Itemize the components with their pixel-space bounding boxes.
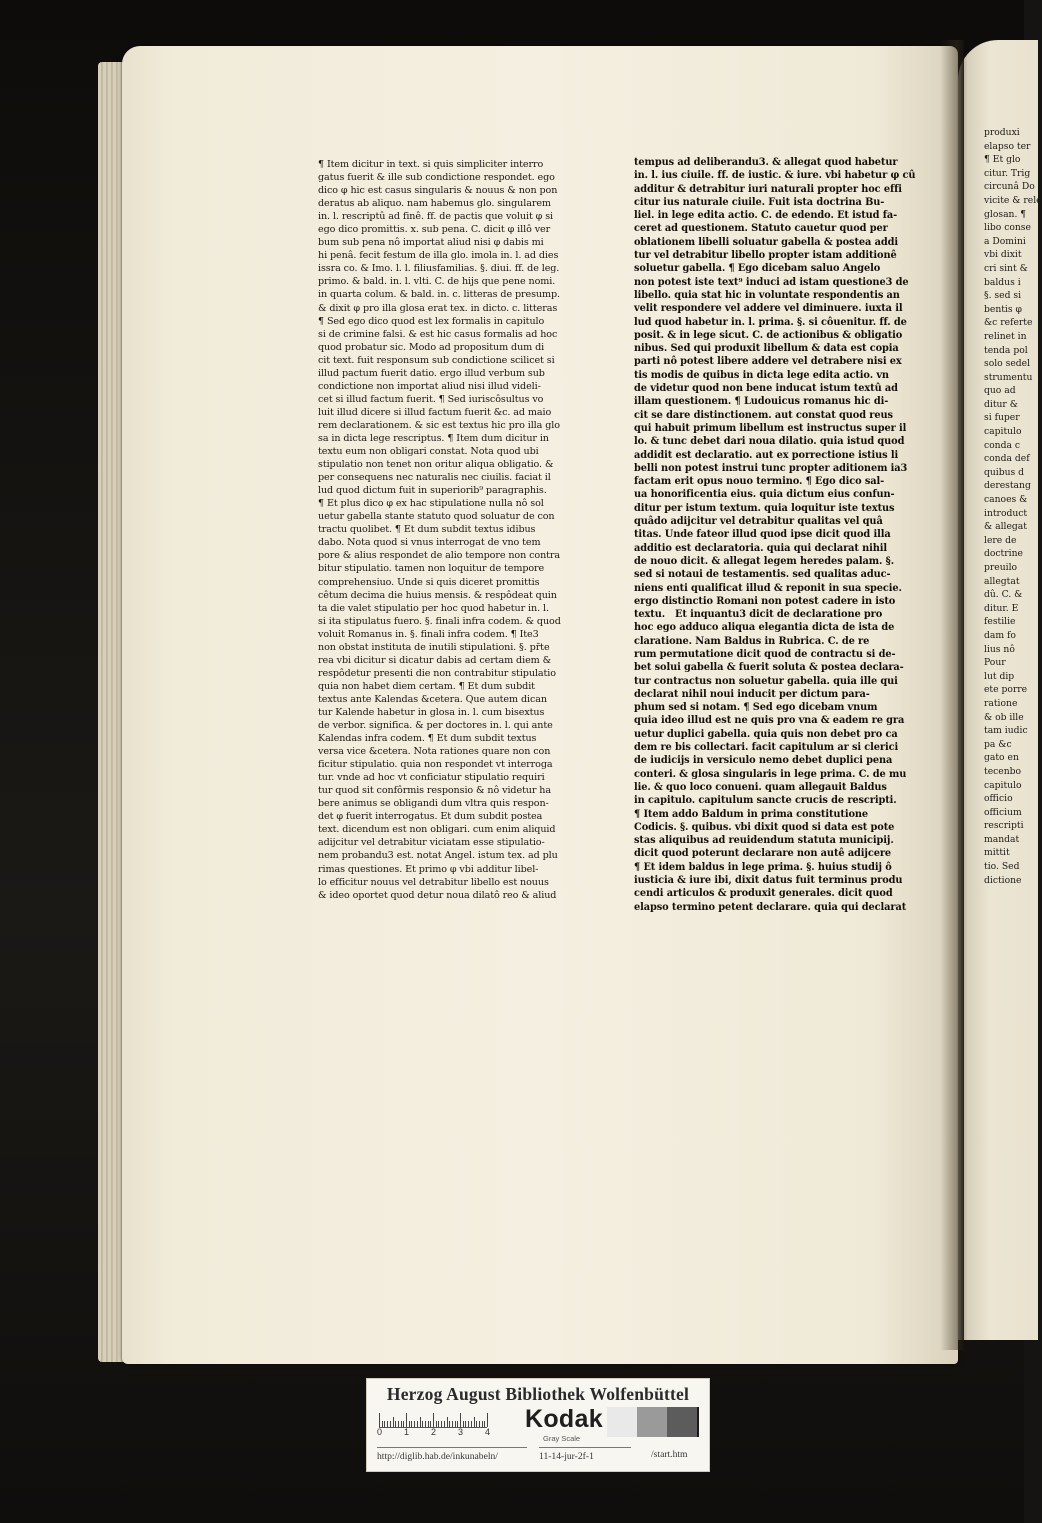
- right-column-line: Codicis. §. quibus. vbi dixit quod si data est pote: [634, 821, 895, 833]
- right-column-line: belli non potest instrui tunc propter aditionem ia3: [634, 462, 908, 474]
- gray-scale-label: Gray Scale: [543, 1434, 581, 1443]
- left-column-line: dabo. Nota quod si vnus interrogat de vno tem: [318, 537, 541, 549]
- facing-page-line: preuilo: [984, 562, 1018, 573]
- left-column-line: sa in dicta lege rescriptus. ¶ Item dum dicitur in: [318, 432, 549, 444]
- left-column-line: tur. vnde ad hoc vt conficiatur stipulatio requiri: [318, 772, 545, 784]
- right-column-line: de nouo dicit. & allegat legem heredes palam. §.: [634, 555, 895, 567]
- facing-page-line: pa &c: [984, 738, 1012, 750]
- facing-page-line: cri sint &: [984, 262, 1028, 274]
- facing-page-line: strumentu: [984, 371, 1033, 383]
- ruler-tick: [420, 1417, 421, 1427]
- left-column-line: tur quod sit confôrmis responsio & nô videtur ha: [318, 785, 552, 797]
- right-column-line: lud quod habetur in. l. prima. §. si côuenitur. ff. de: [634, 316, 907, 328]
- left-column-line: tractu quolibet. ¶ Et dum subdit textus idibus: [318, 524, 536, 536]
- right-column-line: tempus ad deliberandu3. & allegat quod habetur: [634, 157, 898, 168]
- right-column-line: conteri. & glosa singularis in lege prima. C. de mu: [634, 768, 907, 780]
- left-column-line: & ideo oportet quod detur noua dilatô reo & aliud: [318, 889, 557, 901]
- left-column-line: ¶ Sed ego dico quod est lex formalis in capitulo: [318, 315, 545, 327]
- right-column-line: parti nô potest libere addere vel detrabere nisi ex: [634, 356, 902, 368]
- ruler-tick: [433, 1413, 434, 1427]
- right-column-line: addidit est declaratio. aut ex porrectione istius li: [634, 449, 899, 461]
- right-column-line: cit se dare distinctionem. aut constat quod reus: [634, 409, 893, 421]
- facing-page-line: ¶ Et glo: [984, 154, 1021, 166]
- gray-swatch-dark: [667, 1407, 697, 1437]
- left-column-line: voluit Romanus in. §. finali infra codem. ¶ Ite3: [318, 628, 539, 640]
- right-column-line: lie. & quo loco conueni. quam allegauit Baldus: [634, 781, 887, 793]
- facing-page-line: lut dip: [984, 670, 1015, 682]
- left-column-line: textu eum non obligari constat. Nota quod ubi: [318, 446, 539, 458]
- right-column-line: dicit quod poterunt declarare non autê adijcere: [634, 848, 892, 860]
- left-column-line: respôdetur presenti die non contrabitur stipulatio: [318, 667, 556, 679]
- ruler-number: 1: [404, 1427, 410, 1437]
- left-column-line: rea vbi dicitur si dicatur dabis ad certam diem &: [318, 654, 552, 666]
- left-column-line: luit illud dicere si illud factum fuerit &c. ad maio: [318, 406, 552, 418]
- right-column-line: velit respondere vel addere vel diminuere. iuxta il: [634, 303, 903, 315]
- right-column-line: dem re bis collectari. facit capitulum ar si clerici: [634, 742, 899, 754]
- right-column-line: de videtur quod non bene inducat istum textû ad: [634, 383, 898, 395]
- facing-page-line: derestang: [984, 480, 1031, 492]
- left-column-line: lo efficitur nouus vel detrabitur libello est nouus: [318, 876, 549, 888]
- facing-page-line: lius nô: [984, 643, 1015, 655]
- facing-page-line: Pour: [984, 657, 1006, 669]
- facing-page-line: capitulo: [984, 426, 1022, 438]
- left-column-line: cit text. fuit responsum sub condictione scilicet si: [318, 354, 555, 366]
- gray-swatch-light: [607, 1407, 637, 1437]
- right-column-line: liel. in lege edita actio. C. de edendo. Et istud fa-: [634, 210, 898, 222]
- facing-page-line: ratione: [984, 697, 1018, 709]
- identifier-rule: [539, 1447, 631, 1448]
- left-column-line: per consequens nec naturalis nec ciuilis. faciat il: [318, 472, 551, 484]
- facing-page-line: conda def: [984, 453, 1030, 465]
- right-column-line: tur contractus non soluetur gabella. quia ille qui: [634, 675, 898, 687]
- left-column-line: textus ante Kalendas &cetera. Que autem dican: [318, 693, 547, 705]
- right-column-line: quia ideo illud est ne quis pro vna & eadem re gra: [634, 715, 905, 727]
- ruler-number: 4: [485, 1427, 491, 1437]
- right-column-line: claratione. Nam Baldus in Rubrica. C. de re: [634, 635, 870, 647]
- right-column-line: non potest iste text⁹ induci ad istam questione3 de: [634, 276, 909, 288]
- left-column-line: text. dicendum est non obligari. cum enim aliquid: [318, 824, 556, 836]
- right-column-line: tur vel detrabitur libello propter istam additionê: [634, 250, 897, 262]
- right-column-line: bet solui gabella & fuerit soluta & postea declara-: [634, 662, 904, 674]
- right-column-line: illam questionem. ¶ Ludouicus romanus hic di-: [634, 396, 889, 408]
- shelfmark-identifier: 11-14-jur-2f-1: [539, 1451, 594, 1462]
- facing-page-line: tecenbo: [984, 765, 1022, 777]
- right-column-line: de iudicijs in versiculo nemo debet duplici pena: [634, 755, 893, 767]
- right-column-line: niens enti qualificat illud & reponit in sua specie.: [634, 582, 902, 594]
- facing-page-line: officium: [984, 806, 1022, 818]
- facing-page-line: festilie: [984, 616, 1016, 628]
- facing-page-line: allegtat: [984, 575, 1020, 587]
- right-column-line: posit. & in lege sicut. C. de actionibus & obligatio: [634, 329, 903, 341]
- right-column-line: ¶ Et idem baldus in lege prima. §. huius studij ô: [634, 861, 892, 873]
- right-column-line: tis modis de quibus in dicta lege edita actio. vn: [634, 369, 889, 381]
- facing-page-line: circunâ Do: [984, 181, 1035, 193]
- left-column-line: comprehensiuo. Unde si quis diceret promittis: [318, 576, 540, 588]
- ruler-tick: [379, 1413, 380, 1427]
- left-column-line: tur Kalende habetur in glosa in. l. cum bisextus: [318, 706, 545, 718]
- left-column-line: stipulatio non tenet non oritur aliqua obligatio. &: [318, 459, 554, 471]
- right-column-line: elapso termino petent declarare. quia qui declarat: [634, 901, 907, 913]
- ruler-tick: [406, 1413, 407, 1427]
- left-column-line: adijcitur vel detrabitur viciatam esse stipulatio-: [318, 837, 545, 849]
- left-column-line: dico φ hic est casus singularis & nouus & non pon: [318, 185, 558, 197]
- institution-name: Herzog August Bibliothek Wolfenbüttel: [386, 1384, 690, 1404]
- right-column-line: quâdo adijcitur vel detrabitur qualitas vel quâ: [634, 516, 883, 528]
- facing-page-line: si fuper: [984, 412, 1020, 424]
- left-column-line: ¶ Item dicitur in text. si quis simpliciter interro: [318, 159, 544, 170]
- right-column-line: factam erit opus nouo termino. ¶ Ego dico sal-: [634, 476, 885, 488]
- left-text-column: [318, 158, 561, 902]
- left-column-line: quia non habet diem certam. ¶ Et dum subdit: [318, 680, 535, 692]
- right-column-line: cendi articulos & produxit generales. dicit quod: [634, 888, 893, 900]
- right-column-line: rum permutatione dicit quod de contractu si de-: [634, 648, 896, 660]
- right-column-line: qui habuit primum libellum est instructus super il: [634, 422, 907, 434]
- facing-page-line: introduct: [984, 507, 1028, 519]
- ruler-tick: [460, 1413, 461, 1427]
- facing-page-line: dictione: [984, 874, 1022, 886]
- left-column-line: pore & alius respondet de alio tempore non contra: [318, 550, 561, 562]
- left-column-line: nem probandu3 est. notat Angel. istum tex. ad plu: [318, 850, 558, 862]
- facing-page-line: solo sedel: [984, 358, 1031, 370]
- facing-page-line: produxi: [984, 127, 1020, 138]
- left-column-line: bere animus se obligandi dum vltra quis respon-: [318, 798, 549, 810]
- left-column-line: ego dico promittis. x. sub pena. C. dicit φ illô ver: [318, 224, 551, 236]
- facing-page-line: & allegat: [984, 521, 1027, 533]
- right-column-line: stas aliquibus ad reuidendum statuta municipij.: [634, 835, 894, 847]
- left-column-line: quod probatur sic. Modo ad propositum dum di: [318, 341, 545, 353]
- facing-page-line: citur. Trig: [984, 167, 1031, 179]
- left-column-line: cet si illud factum fuerit. ¶ Sed iuriscôsultus vo: [318, 393, 544, 405]
- left-column-line: bum sub pena nô importat aliud nisi φ dabis mi: [318, 237, 544, 249]
- facing-page-line: conda c: [984, 439, 1021, 451]
- left-column-line: hi penâ. fecit festum de illa glo. imola in. l. ad dies: [318, 250, 559, 262]
- left-column-line: si de crimine falsi. & est hic casus formalis ad hoc: [318, 328, 558, 340]
- left-column-line: & dixit φ pro illa glosa erat tex. in dicto. c. litteras: [318, 302, 558, 314]
- left-column-line: uetur gabella stante statuto quod soluatur de con: [318, 511, 555, 523]
- left-column-line: de verbor. significa. & per doctores in. l. qui ante: [318, 720, 553, 732]
- left-column-line: si ita stipulatus fuero. §. finali infra codem. & quod: [318, 615, 561, 627]
- right-column-line: soluetur gabella. ¶ Ego dicebam saluo Angelo: [634, 263, 881, 275]
- ruler-tick: [487, 1413, 488, 1427]
- left-column-line: ficitur stipulatio. quia non respondet vt interroga: [318, 759, 553, 771]
- left-column-line: lud quod dictum fuit in superiorib⁹ paragraphis.: [318, 485, 547, 497]
- facing-page-line: canoes &: [984, 494, 1028, 506]
- brand-logo-text: Kodak: [525, 1405, 603, 1433]
- right-column-line: ua honorificentia eius. quia dictum eius confun-: [634, 489, 895, 501]
- facing-page-line: officio: [984, 793, 1013, 805]
- right-column-line: phum sed si notam. ¶ Sed ego dicebam vnum: [634, 702, 878, 714]
- right-column-line: lo. & tunc debet dari noua dilatio. quia istud quod: [634, 436, 905, 448]
- gray-swatch-black-edge: [697, 1407, 699, 1437]
- left-column-line: deratus ab aliquo. nam habemus glo. singularem: [318, 198, 551, 210]
- facing-page-line: ditur &: [984, 398, 1018, 410]
- facing-page-line: vbi dixit: [984, 249, 1022, 261]
- right-text-column: [634, 156, 915, 914]
- facing-page-line: bentis φ: [984, 303, 1022, 315]
- right-column-line: libello. quia stat hic in voluntate respondentis an: [634, 289, 900, 301]
- left-column-line: ta die valet stipulatio per hoc quod habetur in. l.: [318, 602, 549, 614]
- facing-page-line: dam fo: [984, 629, 1016, 641]
- left-column-line: cêtum decima die huius mensis. & respôdeat quin: [318, 589, 557, 601]
- facing-page-line: dû. C. &: [984, 589, 1023, 601]
- ruler-tick: [393, 1417, 394, 1427]
- facing-page-line: libo conse: [984, 222, 1031, 234]
- left-column-line: det φ fuerit interrogatus. Et dum subdit postea: [318, 811, 543, 823]
- start-page-file: /start.htm: [651, 1449, 688, 1460]
- left-column-line: issra co. & Imo. l. l. filiusfamilias. §. diui. ff. de leg.: [318, 263, 560, 275]
- right-column-line: additur & detrabitur iuri naturali propter hoc effi: [634, 183, 902, 195]
- ruler-number: 0: [377, 1427, 383, 1437]
- book-gutter-shadow: [940, 40, 964, 1350]
- facing-page-line: quo ad: [984, 385, 1016, 397]
- ruler-tick: [447, 1417, 448, 1427]
- right-column-line: additio est declaratoria. quia qui declarat nihil: [634, 542, 888, 554]
- ruler-numbers: [377, 1427, 497, 1439]
- left-column-line: ¶ Et plus dico φ ex hac stipulatione nulla nô sol: [318, 498, 544, 510]
- measurement-ruler: [379, 1409, 487, 1428]
- left-column-line: bitur stipulatio. tamen non loquitur de tempore: [318, 563, 545, 575]
- facing-page-line: baldus i: [984, 276, 1021, 288]
- right-column-line: sed si notaui de testamentis. sed qualitas aduc-: [634, 569, 891, 581]
- facing-page-line: elapso ter: [984, 140, 1031, 152]
- right-column-line: ergo distinctio Romani non potest cadere in isto: [634, 595, 896, 607]
- facing-page-line: &c referte: [984, 317, 1033, 329]
- left-column-line: in quarta colum. & bald. in. c. litteras de presump.: [318, 289, 560, 301]
- facing-page-text-fragments: [984, 126, 1042, 887]
- facing-page-line: relinet in: [984, 330, 1027, 342]
- facing-page-line: & ob ille: [984, 711, 1024, 723]
- color-target-card: [366, 1378, 710, 1472]
- right-column-line: declarat nihil noui inducit per dictum para-: [634, 688, 870, 700]
- facing-page-line: tam iudic: [984, 725, 1028, 737]
- facing-page-line: quibus d: [984, 466, 1025, 478]
- right-column-line: textu. Et inquantu3 dicit de declaratione pro: [634, 609, 883, 621]
- ruler-tick: [474, 1417, 475, 1427]
- right-column-line: hoc ego adduco aliqua elegantia dicta de ista de: [634, 622, 895, 634]
- facing-page-line: rescripti: [984, 820, 1024, 832]
- left-column-line: versa vice &cetera. Nota rationes quare non con: [318, 746, 551, 758]
- facing-page-line: tenda pol: [984, 344, 1028, 356]
- ruler-number: 3: [458, 1427, 464, 1437]
- facing-page-line: tio. Sed: [984, 861, 1020, 873]
- right-column-line: oblationem libelli soluatur gabella & postea addi: [634, 236, 898, 248]
- right-column-line: ¶ Item addo Baldum in prima constitutione: [634, 808, 869, 820]
- right-column-line: nibus. Sed qui produxit libellum & data est copia: [634, 343, 899, 355]
- right-column-line: iusticia & iure ibi, dixit datus fuit terminus produ: [634, 875, 903, 887]
- right-column-line: ceret ad questionem. Statuto cauetur quod per: [634, 223, 888, 235]
- left-column-line: primo. & bald. in. l. vlti. C. de hijs que pene nomi.: [318, 276, 556, 288]
- facing-page-line: glosan. ¶: [984, 208, 1027, 220]
- right-column-line: citur ius naturale ciuile. Fuit ista doctrina Bu-: [634, 196, 885, 208]
- left-column-line: rem declarationem. & sic est textus hic pro illa glo: [318, 419, 560, 431]
- right-column-line: uetur duplici gabella. quia quis non debet pro ca: [634, 728, 898, 740]
- right-column-line: titas. Unde fateor illud quod ipse dicit quod illa: [634, 529, 891, 541]
- right-column-line: in. l. ius ciuile. ff. de iustic. & iure. vbi habetur φ cû: [634, 170, 916, 182]
- facing-page-line: §. sed si: [984, 290, 1022, 302]
- facing-page-line: doctrine: [984, 548, 1023, 560]
- left-column-line: Kalendas infra codem. ¶ Et dum subdit textus: [318, 733, 537, 745]
- facing-page-line: ete porre: [984, 684, 1028, 696]
- facing-page-line: lere de: [984, 534, 1017, 546]
- gray-swatch-mid: [637, 1407, 667, 1437]
- facing-page-line: ditur. E: [984, 602, 1019, 614]
- facing-page-line: vicite & rele: [984, 194, 1042, 206]
- left-column-line: non obstat instituta de inutili stipulationi. §. pr̄te: [318, 641, 550, 653]
- left-column-line: condictione non importat aliud nisi illud videli-: [318, 380, 541, 392]
- facing-page-line: mandat: [984, 833, 1020, 845]
- url-rule: [377, 1447, 527, 1448]
- left-column-line: illud pactum fuerit datio. ergo illud verbum sub: [318, 367, 545, 379]
- facing-page-line: capitulo: [984, 779, 1022, 791]
- facing-page-line: gato en: [984, 752, 1019, 764]
- facing-page-line: mittit: [984, 847, 1010, 859]
- facing-page-line: a Domini: [984, 235, 1026, 247]
- right-column-line: in capitulo. capitulum sancte crucis de rescripti.: [634, 795, 897, 807]
- left-column-line: gatus fuerit & ille sub condictione respondet. ego: [318, 172, 555, 184]
- left-column-line: in. l. rescriptû ad finê. ff. de pactis que voluit φ si: [318, 211, 554, 223]
- left-column-line: rimas questiones. Et primo φ vbi additur libel-: [318, 863, 539, 875]
- ruler-number: 2: [431, 1427, 437, 1437]
- right-column-line: ditur per istum textum. quia loquitur iste textus: [634, 502, 895, 514]
- source-url: http://diglib.hab.de/inkunabeln/: [377, 1451, 498, 1462]
